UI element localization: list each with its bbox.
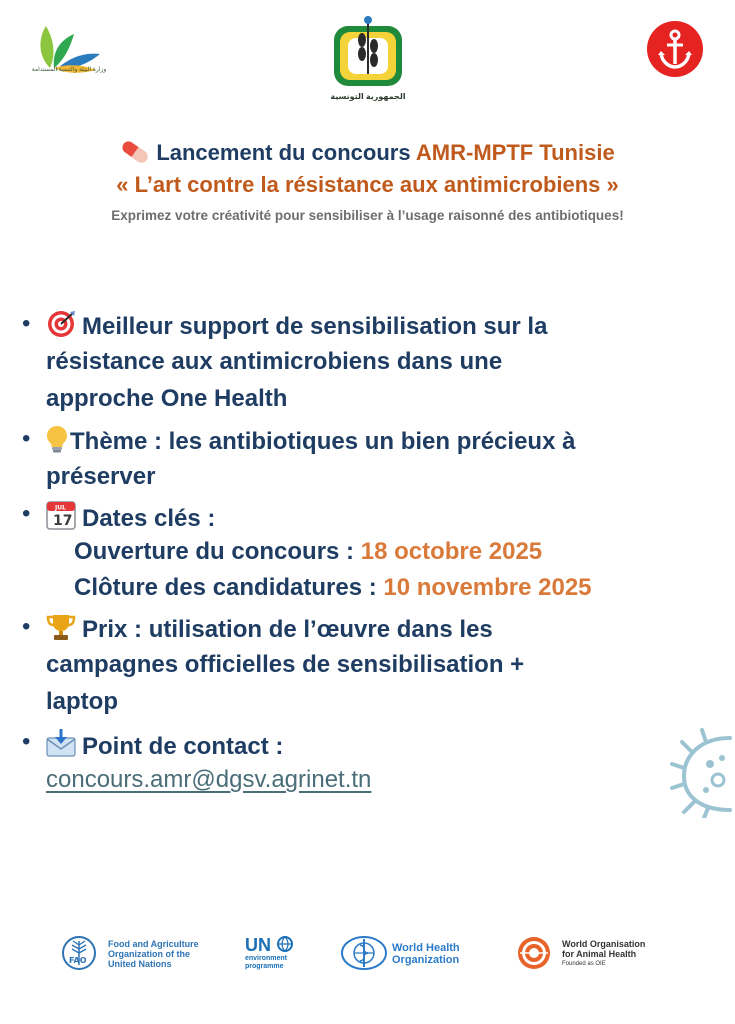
envelope-arrow-icon xyxy=(46,728,76,758)
theme-quote: « L’art contre la résistance aux antimicrobiens » xyxy=(116,172,619,197)
calendar-icon xyxy=(46,500,76,530)
launch-highlight: AMR-MPTF Tunisie xyxy=(415,140,615,165)
bullet-dot: • xyxy=(22,310,31,337)
opening-date: 18 octobre 2025 xyxy=(360,538,543,565)
target-icon xyxy=(46,310,76,338)
bullet-theme-line1 xyxy=(46,425,575,457)
opening-date-line xyxy=(74,537,542,567)
bullet-dates-line1 xyxy=(46,500,215,534)
pill-icon xyxy=(120,140,150,164)
calendar-month: JUL xyxy=(55,504,66,512)
prize-text-line2: campagnes officielles de sensibilisation + xyxy=(46,651,525,678)
award-text-line2: résistance aux antimicrobiens dans une xyxy=(46,348,503,375)
woah-line3: Founded as OIE xyxy=(562,961,606,967)
who-logo xyxy=(340,935,490,971)
closing-date: 10 novembre 2025 xyxy=(383,574,592,601)
fao-line2: Organization of the xyxy=(108,949,190,959)
closing-date-line xyxy=(74,573,592,603)
who-line2: Organization xyxy=(392,954,460,966)
unep-line1: environment xyxy=(245,955,288,962)
prize-text-line1: Prix : utilisation de l’œuvre dans les xyxy=(82,616,493,643)
who-emblem-icon xyxy=(340,935,388,971)
contact-heading: Point de contact : xyxy=(82,733,284,760)
calendar-day: 17 xyxy=(53,513,73,529)
woah-emblem-icon xyxy=(514,935,558,971)
bullet-dot: • xyxy=(22,613,31,640)
closing-label: Clôture des candidatures : xyxy=(74,574,384,601)
tunisian-republic-emblem xyxy=(330,14,406,90)
fao-logo xyxy=(58,935,228,971)
trophy-icon xyxy=(46,613,76,641)
bullet-dot: • xyxy=(22,728,31,755)
unep-line2: programme xyxy=(245,963,284,970)
lightbulb-icon xyxy=(46,425,68,453)
unep-logo xyxy=(245,935,325,971)
woah-line2: for Animal Health xyxy=(562,949,637,959)
subtitle: Exprimez votre créativité pour sensibiliser à l’usage raisonné des antibiotiques! xyxy=(111,208,624,223)
unep-un-text: UN xyxy=(245,935,271,955)
bacterium-icon xyxy=(670,728,735,818)
who-line1: World Health xyxy=(392,942,460,954)
woah-logo xyxy=(514,935,684,971)
bullet-award-line1 xyxy=(46,310,547,342)
fao-badge: FAO xyxy=(69,956,87,965)
bullet-dot: • xyxy=(22,425,31,452)
republic-caption: الجمهورية التونسية xyxy=(330,92,406,101)
fao-line1: Food and Agriculture xyxy=(108,939,199,949)
launch-prefix: Lancement du concours xyxy=(156,140,416,165)
unep-globe-icon xyxy=(276,936,294,952)
bullet-dot: • xyxy=(22,500,31,527)
award-text-line3: approche One Health xyxy=(46,385,288,412)
woah-line1: World Organisation xyxy=(562,939,646,949)
theme-text-line1: Thème : les antibiotiques un bien précieux à xyxy=(70,428,576,455)
theme-text-line2: préserver xyxy=(46,463,156,490)
bullet-contact-line1 xyxy=(46,728,283,762)
opening-label: Ouverture du concours : xyxy=(74,538,361,565)
ministry-caption: وزارة البيئة والتنمية المستدامة xyxy=(31,67,107,73)
prize-text-line3: laptop xyxy=(46,688,118,715)
bullet-prize-line1 xyxy=(46,613,493,645)
launch-title xyxy=(0,140,735,166)
dates-heading: Dates clés : xyxy=(82,505,216,532)
contact-email-link[interactable]: concours.amr@dgsv.agrinet.tn xyxy=(46,766,372,793)
fao-wheat-icon xyxy=(58,935,100,971)
award-text-line1: Meilleur support de sensibilisation sur la xyxy=(82,313,548,340)
fao-line3: United Nations xyxy=(108,959,172,969)
anchor-icon xyxy=(646,20,704,78)
